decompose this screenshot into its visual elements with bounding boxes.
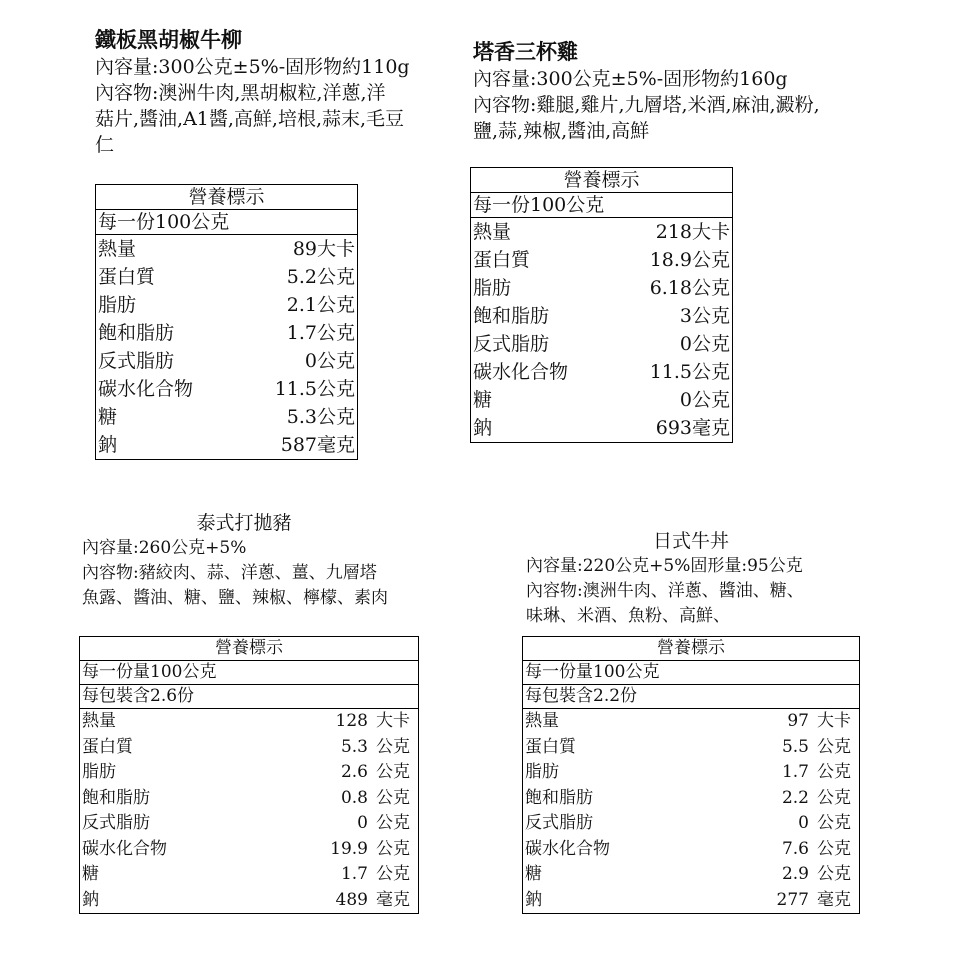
- nutrient-name: 糖: [82, 864, 99, 884]
- nutrient-unit: 公克: [376, 787, 410, 808]
- servings-per-package: 每包裝含2.6份: [80, 685, 419, 709]
- nutrient-value: 1.7: [781, 762, 809, 782]
- nutrient-row: [471, 218, 733, 247]
- nutrient-value: 19.9: [330, 838, 368, 859]
- nutrient-value: 97: [787, 711, 809, 731]
- nutrient-name: 碳水化合物: [98, 378, 194, 400]
- nutrient-value: 0公克: [679, 333, 730, 355]
- nutrient-row: [96, 235, 358, 264]
- nutrient-value: 6.18公克: [649, 277, 730, 299]
- nutrient-row: [80, 709, 419, 735]
- nutrient-value: 277: [776, 889, 809, 910]
- nutrient-name: 脂肪: [98, 294, 137, 316]
- nutrient-name: 飽和脂肪: [98, 322, 175, 344]
- nutrition-header: 營養標示: [80, 637, 419, 661]
- nutrient-value: 693毫克: [655, 417, 730, 439]
- nutrient-unit: 公克: [817, 838, 851, 859]
- nutrient-name: 熱量: [82, 711, 116, 731]
- nutrient-name: 脂肪: [473, 277, 512, 299]
- nutrient-row: [80, 760, 419, 786]
- nutrition-header: 營養標示: [471, 168, 733, 193]
- nutrient-name: 脂肪: [82, 762, 116, 782]
- ingredients-line: 仁: [95, 134, 115, 156]
- nutrient-name: 鈉: [82, 889, 99, 910]
- product-thai-basil-pork: [82, 510, 442, 611]
- nutrient-row: [80, 786, 419, 812]
- nutrient-value: 89大卡: [292, 238, 355, 260]
- nutrient-row: [471, 358, 733, 386]
- content-amount: 內容量:220公克+5%固形量:95公克: [526, 556, 803, 576]
- nutrient-value: 0.8: [340, 787, 368, 808]
- product-title: 泰式打拋豬: [196, 512, 292, 534]
- ingredients-line: 內容物:豬絞肉、蒜、洋蔥、薑、九層塔: [82, 563, 377, 583]
- nutrient-unit: 公克: [376, 813, 410, 833]
- nutrient-row: [471, 330, 733, 358]
- nutrient-value: 7.6: [781, 838, 809, 859]
- nutrient-name: 熱量: [525, 711, 559, 731]
- nutrient-row: [523, 837, 860, 863]
- nutrient-value: 2.6: [340, 762, 368, 782]
- content-amount: 內容量:300公克±5%-固形物約110g: [95, 56, 410, 78]
- nutrition-table: [470, 167, 733, 443]
- nutrient-value: 2.2: [781, 787, 809, 808]
- nutrient-row: [523, 709, 860, 735]
- nutrient-name: 鈉: [525, 889, 542, 910]
- nutrient-row: [80, 811, 419, 837]
- nutrient-row: [96, 375, 358, 403]
- nutrient-unit: 公克: [817, 736, 851, 757]
- nutrient-unit: 毫克: [817, 889, 851, 910]
- nutrient-value: 5.3: [340, 736, 368, 757]
- nutrient-name: 反式脂肪: [98, 350, 175, 372]
- nutrient-value: 1.7公克: [286, 322, 355, 344]
- content-amount: 內容量:260公克+5%: [82, 538, 247, 558]
- nutrient-value: 5.3公克: [286, 406, 355, 428]
- nutrient-value: 0: [357, 813, 368, 833]
- nutrient-row: [96, 263, 358, 291]
- nutrient-name: 熱量: [98, 238, 137, 260]
- nutrient-row: [523, 862, 860, 888]
- nutrient-name: 碳水化合物: [473, 361, 569, 383]
- nutrient-row: [523, 786, 860, 812]
- serving-size: 每一份量100公克: [80, 661, 419, 685]
- nutrient-value: 0公克: [679, 389, 730, 411]
- ingredients-line: 菇片,醬油,A1醬,高鮮,培根,蒜末,毛豆: [95, 108, 405, 130]
- nutrient-name: 蛋白質: [473, 249, 531, 271]
- nutrient-row: [80, 888, 419, 914]
- nutrient-row: [80, 837, 419, 863]
- nutrient-value: 0: [798, 813, 809, 833]
- nutrient-value: 5.2公克: [286, 266, 355, 288]
- nutrient-row: [471, 274, 733, 302]
- nutrient-unit: 公克: [376, 864, 410, 884]
- nutrient-unit: 公克: [376, 762, 410, 782]
- nutrient-row: [471, 246, 733, 274]
- nutrient-value: 1.7: [340, 864, 368, 884]
- nutrient-unit: 公克: [817, 864, 851, 884]
- nutrient-value: 11.5公克: [274, 378, 355, 400]
- nutrient-name: 蛋白質: [82, 736, 133, 757]
- nutrient-value: 0公克: [304, 350, 355, 372]
- nutrient-value: 11.5公克: [649, 361, 730, 383]
- product-title: 鐵板黑胡椒牛柳: [95, 27, 242, 52]
- ingredients-line: 味琳、米酒、魚粉、高鮮、: [526, 606, 730, 626]
- nutrient-unit: 公克: [376, 736, 410, 757]
- nutrient-value: 128: [335, 711, 368, 731]
- nutrient-name: 蛋白質: [98, 266, 156, 288]
- serving-size: 每一份量100公克: [523, 661, 860, 685]
- nutrient-unit: 公克: [817, 762, 851, 782]
- content-amount: 內容量:300公克±5%-固形物約160g: [473, 68, 788, 90]
- nutrient-name: 飽和脂肪: [525, 787, 593, 808]
- nutrient-unit: 大卡: [817, 711, 851, 731]
- serving-size: 每一份100公克: [471, 193, 733, 218]
- nutrient-row: [471, 386, 733, 414]
- servings-per-package: 每包裝含2.2份: [523, 685, 860, 709]
- nutrient-value: 2.9: [781, 864, 809, 884]
- nutrient-value: 218大卡: [655, 221, 730, 243]
- nutrient-value: 587毫克: [280, 434, 355, 456]
- nutrient-unit: 大卡: [376, 711, 410, 731]
- nutrient-row: [523, 760, 860, 786]
- ingredients-line: 鹽,蒜,辣椒,醬油,高鮮: [473, 120, 650, 142]
- nutrient-value: 3公克: [679, 305, 730, 327]
- nutrient-row: [471, 302, 733, 330]
- ingredients-line: 內容物:澳洲牛肉,黑胡椒粒,洋蔥,洋: [95, 82, 386, 104]
- nutrient-row: [471, 414, 733, 443]
- nutrient-name: 鈉: [473, 417, 493, 439]
- nutrient-unit: 毫克: [376, 889, 410, 910]
- nutrient-name: 反式脂肪: [525, 813, 593, 833]
- nutrient-row: [80, 735, 419, 761]
- nutrient-row: [96, 319, 358, 347]
- nutrient-row: [80, 862, 419, 888]
- nutrient-name: 鈉: [98, 434, 118, 456]
- ingredients-line: 魚露、醬油、糖、鹽、辣椒、檸檬、素肉: [82, 588, 388, 608]
- nutrient-unit: 公克: [376, 838, 410, 859]
- nutrient-unit: 公克: [817, 787, 851, 808]
- nutrient-value: 489: [335, 889, 368, 910]
- nutrient-row: [96, 291, 358, 319]
- nutrient-row: [523, 811, 860, 837]
- nutrient-row: [523, 735, 860, 761]
- nutrient-name: 飽和脂肪: [82, 787, 150, 808]
- ingredients-line: 內容物:雞腿,雞片,九層塔,米酒,麻油,澱粉,: [473, 94, 820, 116]
- product-three-cup-chicken: [473, 38, 820, 144]
- nutrient-name: 脂肪: [525, 762, 559, 782]
- nutrient-value: 2.1公克: [286, 294, 355, 316]
- nutrient-name: 碳水化合物: [82, 838, 167, 859]
- nutrient-value: 18.9公克: [649, 249, 730, 271]
- product-gyudon: [526, 528, 856, 629]
- nutrient-row: [96, 431, 358, 460]
- nutrition-table: [95, 184, 358, 460]
- nutrient-name: 反式脂肪: [473, 333, 550, 355]
- nutrient-name: 蛋白質: [525, 736, 576, 757]
- product-title: 塔香三杯雞: [473, 39, 578, 64]
- nutrient-name: 糖: [473, 389, 493, 411]
- nutrient-row: [96, 403, 358, 431]
- product-title: 日式牛丼: [652, 530, 729, 552]
- nutrient-name: 碳水化合物: [525, 838, 610, 859]
- nutrition-table: [79, 636, 419, 914]
- nutrient-name: 糖: [525, 864, 542, 884]
- nutrient-value: 5.5: [781, 736, 809, 757]
- nutrient-name: 糖: [98, 406, 118, 428]
- nutrition-header: 營養標示: [96, 185, 358, 210]
- nutrition-table: [522, 636, 860, 914]
- nutrition-header: 營養標示: [523, 637, 860, 661]
- nutrient-unit: 公克: [817, 813, 851, 833]
- product-beef-pepper: [95, 26, 410, 158]
- serving-size: 每一份100公克: [96, 210, 358, 235]
- nutrient-name: 反式脂肪: [82, 813, 150, 833]
- nutrient-name: 飽和脂肪: [473, 305, 550, 327]
- ingredients-line: 內容物:澳洲牛肉、洋蔥、醬油、糖、: [526, 581, 804, 601]
- nutrient-name: 熱量: [473, 221, 512, 243]
- nutrient-row: [96, 347, 358, 375]
- nutrient-row: [523, 888, 860, 914]
